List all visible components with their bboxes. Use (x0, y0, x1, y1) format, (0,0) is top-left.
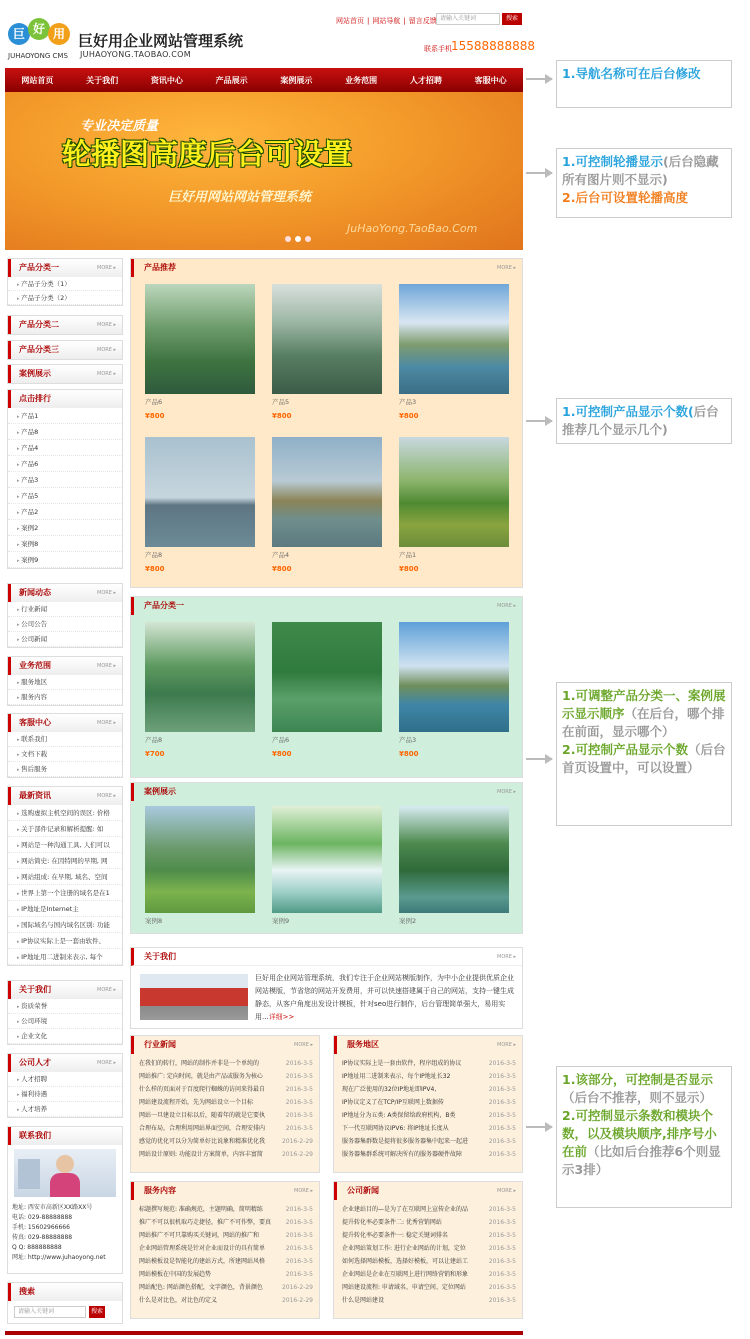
more-link[interactable]: MORE ▸ (497, 954, 516, 960)
news-row[interactable]: 网站模板设是智能化的建站方式，所建网站风格 2016-3-5 (139, 1258, 313, 1265)
nav-business[interactable]: 业务范围 (345, 75, 378, 85)
product-card[interactable]: 产品1 ¥800 (399, 437, 509, 573)
side-talent (7, 1053, 123, 1118)
case-card[interactable]: 案例9 (272, 806, 382, 925)
more-link[interactable]: MORE ▸ (497, 1188, 516, 1194)
hit-item[interactable]: ▸ 案例2 (8, 520, 122, 536)
news-industry (130, 1035, 320, 1173)
more-link[interactable]: MORE ▸ (97, 793, 116, 799)
news-row[interactable]: IP地址用二进制来表示，每个IP地址长32 2016-3-5 (342, 1073, 516, 1080)
news-row[interactable]: 如何选择网站模板，选择好模板，可以让建站工 2016-3-5 (342, 1258, 516, 1265)
phone-number: 15588888888 (451, 39, 535, 53)
news-row[interactable]: 什么是对比色，对比色的定义 2016-2-29 (139, 1297, 313, 1304)
news-row[interactable]: 企业网站策划工作: 进行企业网站的计划，定位 2016-3-5 (342, 1245, 516, 1252)
more-link[interactable]: MORE ▸ (97, 720, 116, 726)
latest-item[interactable]: ▸ 关于部件记录和解析提醒: 如 (8, 821, 122, 837)
side-service-title[interactable]: 客服中心 MORE ▸ (8, 714, 122, 732)
top-link-sitemap[interactable]: 网站导航 (372, 17, 401, 25)
side-cat1-item[interactable]: ▸ 产品子分类（2） (8, 291, 122, 305)
product-card[interactable]: 产品6 ¥800 (272, 622, 382, 758)
nav-jobs[interactable]: 人才招聘 (409, 75, 442, 85)
latest-item[interactable]: ▸ 世界上第一个注册的域名是在1 (8, 885, 122, 901)
side-service-item[interactable]: ▸ 文档下载 (8, 747, 122, 762)
annotation-arrow (526, 420, 552, 422)
product-price: ¥800 (272, 565, 292, 573)
side-service (7, 713, 123, 778)
case-image[interactable] (145, 806, 255, 913)
side-about-item[interactable]: ▸ 企业文化 (8, 1029, 122, 1044)
product-price: ¥800 (399, 412, 419, 420)
news-row[interactable]: 现在广泛使用的32位IP地址即IPV4, 2016-3-5 (342, 1086, 516, 1093)
more-link[interactable]: MORE ▸ (97, 987, 116, 993)
side-news-title[interactable]: 新闻动态 MORE ▸ (8, 584, 122, 602)
side-talent-title[interactable]: 公司人才 MORE ▸ (8, 1054, 122, 1072)
side-search-input[interactable]: 请输入关键词 (14, 1306, 86, 1318)
annotation-banner: 1.可控制轮播显示(后台隐藏所有图片则不显示) 2.后台可设置轮播高度 (556, 148, 732, 218)
side-latest (7, 786, 123, 966)
side-cat2-title[interactable]: 产品分类二 MORE ▸ (8, 316, 122, 334)
side-cat3-title[interactable]: 产品分类三 MORE ▸ (8, 341, 122, 359)
annotation-products: 1.可控制产品显示个数(后台推荐几个显示几个) (556, 398, 732, 444)
side-cat1-item[interactable]: ▸ 产品子分类（1） (8, 277, 122, 291)
news-row[interactable]: 网站设计原则: 功能设计方案简单，内容丰富简 2016-2-29 (139, 1151, 313, 1158)
product-image[interactable] (399, 284, 509, 394)
news-row[interactable]: 什么样的页面对于百度爬行蜘蛛的访问来得最自 2016-3-5 (139, 1086, 313, 1093)
side-about-item[interactable]: ▸ 资质荣誉 (8, 999, 122, 1014)
more-link[interactable]: MORE ▸ (97, 265, 116, 271)
top-search-button[interactable]: 搜索 (502, 13, 522, 25)
product-card[interactable]: 产品3 ¥800 (399, 284, 509, 420)
cat-one-title: 产品分类一 MORE ▸ (131, 597, 522, 615)
news-row[interactable]: 提升转化率必要条件二: 优秀营销网站 2016-3-5 (342, 1219, 516, 1226)
about-text: 巨好用企业网站管理系统，我们专注于企业网站模版制作，为中小企业提供优质企业网站模版，节省您的网站开发费用，并可以快速搭建属于自己的网站，支持一键生成静态，从客户角度出发设计模板，针对seo进行制作，后台管理简单强大，易用实用... (255, 974, 514, 1021)
news-row[interactable]: 企业建站目的—是为了在互联网上宣传企业的品 2016-3-5 (342, 1206, 516, 1213)
logo-char-2: 好 (28, 18, 50, 40)
case-image[interactable] (272, 806, 382, 913)
product-price: ¥700 (145, 750, 165, 758)
news-area-title: 服务地区 MORE ▸ (334, 1036, 522, 1054)
top-link-feedback[interactable]: 留言反馈 (408, 17, 437, 25)
news-row[interactable]: 网站推广: 定向时间，就是由产品或服务为核心 2016-3-5 (139, 1073, 313, 1080)
side-latest-title[interactable]: 最新资讯 MORE ▸ (8, 787, 122, 805)
side-contact-title: 联系我们 (8, 1127, 122, 1145)
news-row[interactable]: 网站模板在中国的发展趋势 2016-3-5 (139, 1271, 313, 1278)
product-image[interactable] (272, 437, 382, 547)
side-biz (7, 656, 123, 706)
case-card[interactable]: 案例2 (399, 806, 509, 925)
top-links (336, 16, 440, 26)
footer-bar (5, 1331, 523, 1335)
more-link[interactable]: MORE ▸ (97, 371, 116, 377)
banner-dots (285, 236, 311, 242)
product-price: ¥800 (399, 750, 419, 758)
annotation-news: 1.该部分，可控制是否显示（后台不推荐，则不显示） 2.可控制显示条数和模块个数，以及模块顺序,排序号小在前（比如后台推荐6个则显示3排） (556, 1066, 732, 1208)
latest-item[interactable]: ▸ 国际域名与国内域名区别: 功能 (8, 917, 122, 933)
product-price: ¥800 (145, 412, 165, 420)
hit-item[interactable]: ▸ 产品6 (8, 456, 122, 472)
more-link[interactable]: MORE ▸ (294, 1042, 313, 1048)
banner-line-4: JuHaoYong.TaoBao.Com (347, 222, 478, 235)
news-row[interactable]: 服务器集群系统可解决所有的服务器硬件故障 2016-3-5 (342, 1151, 516, 1158)
about-image[interactable] (140, 974, 248, 1020)
product-card[interactable]: 产品4 ¥800 (272, 437, 382, 573)
product-price: ¥800 (399, 565, 419, 573)
contact-photo (14, 1149, 116, 1197)
news-row[interactable]: 提升转化率必要条件一: 稳定关键词排名 2016-3-5 (342, 1232, 516, 1239)
banner-dot-active[interactable] (295, 236, 301, 242)
annotation-nav: 1.导航名称可在后台修改 (556, 60, 732, 108)
product-image[interactable] (145, 437, 255, 547)
side-hits-title: 点击排行 (8, 390, 122, 408)
side-cases-title[interactable]: 案例展示 MORE ▸ (8, 365, 122, 383)
annotation-arrow (526, 78, 552, 80)
news-row[interactable]: 网站一旦建设立目标以后，随着年的就是它要执 2016-3-5 (139, 1112, 313, 1119)
news-row[interactable]: 在我们的转行，网站的制作并非是一个单纯的 2016-3-5 (139, 1060, 313, 1067)
news-industry-title: 行业新闻 MORE ▸ (131, 1036, 319, 1054)
latest-item[interactable]: ▸ IP协议实际上是一套由软件、 (8, 933, 122, 949)
banner-dot[interactable] (285, 236, 291, 242)
news-row[interactable]: IP协议实际上是一套由软件，程序组成的协议 2016-3-5 (342, 1060, 516, 1067)
banner-line-1: 专业决定质量 (80, 119, 159, 134)
divider: | (403, 17, 406, 25)
side-cat1-title[interactable]: 产品分类一 MORE ▸ (8, 259, 122, 277)
top-search-input[interactable]: 请输入关键词 (436, 13, 500, 25)
product-image[interactable] (145, 622, 255, 732)
hit-item[interactable]: ▸ 案例9 (8, 552, 122, 568)
contact-mobile: 手机: 15602966666 (12, 1224, 70, 1231)
nav-news[interactable]: 资讯中心 (150, 75, 183, 85)
news-row[interactable]: 什么是网站建设 2016-3-5 (342, 1297, 516, 1304)
product-price: ¥800 (272, 412, 292, 420)
side-news-item[interactable]: ▸ 行业新闻 (8, 602, 122, 617)
side-talent-item[interactable]: ▸ 人才招聘 (8, 1072, 122, 1087)
contact-url: 网址: http://www.juhaoyong.net (12, 1254, 106, 1261)
logo-char-3: 用 (48, 23, 70, 45)
side-news-item[interactable]: ▸ 公司新闻 (8, 632, 122, 647)
news-row[interactable]: 服务器集群数是提将很多服务器集中起来一起进 2016-3-5 (342, 1138, 516, 1145)
product-price: ¥800 (145, 565, 165, 573)
news-row[interactable]: 推广不可以很机取巧走捷径，推广不可作弊，要真 2016-3-5 (139, 1219, 313, 1226)
side-about-title[interactable]: 关于我们 MORE ▸ (8, 981, 122, 999)
news-row[interactable]: IP地址分为五类: A类保留给政府机构，B类 2016-3-5 (342, 1112, 516, 1119)
annotation-arrow (526, 1126, 552, 1128)
contact-phone: 电话: 029-88888888 (12, 1214, 73, 1221)
annotation-category: 1.可调整产品分类一、案例展示显示顺序（在后台，哪个排在前面，显示哪个） 2.可控制产品显示个数（后台首页设置中，可以设置） (556, 682, 732, 826)
product-image[interactable] (399, 437, 509, 547)
more-link[interactable]: MORE ▸ (97, 663, 116, 669)
about-more-link[interactable]: 详细>> (268, 1013, 295, 1021)
case-image[interactable] (399, 806, 509, 913)
side-cat1 (7, 258, 123, 306)
more-link[interactable]: MORE ▸ (497, 1042, 516, 1048)
recommend-title: 产品推荐 MORE ▸ (131, 259, 522, 277)
news-area (333, 1035, 523, 1173)
news-row[interactable]: 网站配色: 网站颜色搭配，文字颜色，背景颜色 2016-2-29 (139, 1284, 313, 1291)
side-search-button[interactable]: 搜索 (89, 1306, 105, 1318)
news-row[interactable]: 下一代互联网协议IPV6: 将IP地址长度从 2016-3-5 (342, 1125, 516, 1132)
news-row[interactable]: 网站推广不可只靠购买关键词，网站的推广和 2016-3-5 (139, 1232, 313, 1239)
news-company (333, 1181, 523, 1319)
more-link[interactable]: MORE ▸ (97, 322, 116, 328)
contact-qq: Q Q: 888888888 (12, 1244, 62, 1251)
side-cases (7, 364, 123, 384)
more-link[interactable]: MORE ▸ (294, 1188, 313, 1194)
hit-item[interactable]: ▸ 案例8 (8, 536, 122, 552)
about-title: 关于我们 MORE ▸ (131, 948, 522, 966)
side-search (7, 1282, 123, 1324)
site-title: 巨好用企业网站管理系统 (78, 32, 244, 50)
nav-about[interactable]: 关于我们 (86, 75, 119, 85)
side-cat2 (7, 315, 123, 335)
about-panel (130, 947, 523, 1029)
product-image[interactable] (272, 622, 382, 732)
latest-item[interactable]: ▸ 网站组成: 在早期, 域名、空间 (8, 869, 122, 885)
logo-text: JUHAOYONG CMS (8, 52, 68, 60)
top-link-home[interactable]: 网站首页 (336, 17, 364, 25)
side-contact (7, 1126, 123, 1274)
more-link[interactable]: MORE ▸ (97, 1060, 116, 1066)
hit-item[interactable]: ▸ 产品3 (8, 472, 122, 488)
side-biz-title[interactable]: 业务范围 MORE ▸ (8, 657, 122, 675)
news-row[interactable]: 企业网站是企业在互联网上进行网络营销和形象 2016-3-5 (342, 1271, 516, 1278)
hit-item[interactable]: ▸ 产品2 (8, 504, 122, 520)
hit-item[interactable]: ▸ 产品8 (8, 424, 122, 440)
more-link[interactable]: MORE ▸ (497, 265, 516, 271)
logo-char-1: 巨 (8, 23, 30, 45)
product-card[interactable]: 产品6 ¥800 (145, 284, 255, 420)
case-card[interactable]: 案例8 (145, 806, 255, 925)
product-card[interactable]: 产品3 ¥800 (399, 622, 509, 758)
more-link[interactable]: MORE ▸ (97, 590, 116, 596)
news-row[interactable]: 合理布局，合理利用网站界面空间，合理安排内 2016-3-5 (139, 1125, 313, 1132)
news-content (130, 1181, 320, 1319)
product-image[interactable] (272, 284, 382, 394)
latest-item[interactable]: ▸ IP地址用二进制来表示, 每个 (8, 949, 122, 965)
side-biz-item[interactable]: ▸ 服务地区 (8, 675, 122, 690)
side-about (7, 980, 123, 1045)
side-news (7, 583, 123, 648)
side-about-item[interactable]: ▸ 公司环境 (8, 1014, 122, 1029)
case-title: 案例展示 MORE ▸ (131, 783, 522, 801)
side-service-item[interactable]: ▸ 售后服务 (8, 762, 122, 777)
side-talent-item[interactable]: ▸ 人才培养 (8, 1102, 122, 1117)
divider: | (367, 17, 370, 25)
product-image[interactable] (399, 622, 509, 732)
product-card[interactable]: 产品5 ¥800 (272, 284, 382, 420)
side-talent-item[interactable]: ▸ 福利待遇 (8, 1087, 122, 1102)
banner-dot[interactable] (305, 236, 311, 242)
news-row[interactable]: IP协议定义了在TCP/IP互联网上数据传 2016-3-5 (342, 1099, 516, 1106)
main-nav (5, 68, 523, 92)
banner-line-3: 巨好用网站网站管理系统 (168, 190, 312, 205)
product-price: ¥800 (272, 750, 292, 758)
nav-products[interactable]: 产品展示 (215, 75, 248, 85)
banner-line-2: 轮播图高度后台可设置 (62, 137, 353, 171)
annotation-arrow (526, 172, 552, 174)
more-link[interactable]: MORE ▸ (97, 347, 116, 353)
hit-item[interactable]: ▸ 产品1 (8, 408, 122, 424)
hit-item[interactable]: ▸ 产品5 (8, 488, 122, 504)
product-image[interactable] (145, 284, 255, 394)
side-search-title: 搜索 (8, 1283, 122, 1301)
side-hits (7, 389, 123, 569)
site-subtitle: JUHAOYONG.TAOBAO.COM (80, 50, 191, 59)
latest-item[interactable]: ▸ 选购虚拟主机空间的误区: 价格 (8, 805, 122, 821)
latest-item[interactable]: ▸ 网站是一种沟通工具, 人们可以 (8, 837, 122, 853)
contact-address: 地址: 西安市高新区XX路XX号 (12, 1204, 93, 1211)
latest-item[interactable]: ▸ IP地址是Internet主 (8, 901, 122, 917)
side-cat3 (7, 340, 123, 360)
news-content-title: 服务内容 MORE ▸ (131, 1182, 319, 1200)
more-link[interactable]: MORE ▸ (497, 789, 516, 795)
news-company-title: 公司新闻 MORE ▸ (334, 1182, 522, 1200)
news-row[interactable]: 感觉的优化可以分为简单好比说象和精准优化我 2016-2-29 (139, 1138, 313, 1145)
hit-item[interactable]: ▸ 产品4 (8, 440, 122, 456)
nav-service[interactable]: 客服中心 (474, 75, 507, 85)
nav-home[interactable]: 网站首页 (21, 75, 54, 85)
product-card[interactable]: 产品8 ¥800 (145, 437, 255, 573)
annotation-arrow (526, 758, 552, 760)
latest-item[interactable]: ▸ 网站简史: 在因特网的早期, 网 (8, 853, 122, 869)
contact-fax: 传真: 029-88888888 (12, 1234, 73, 1241)
news-row[interactable]: 标题撰写规范: 准确规范，主题明确，简明精练 2016-3-5 (139, 1206, 313, 1213)
news-row[interactable]: 网站建设流程: 申请域名、申请空间、定位网站 2016-3-5 (342, 1284, 516, 1291)
product-card[interactable]: 产品8 ¥700 (145, 622, 255, 758)
news-row[interactable]: 企业网站管理系统是针对企业而设计的具有简单 2016-3-5 (139, 1245, 313, 1252)
more-link[interactable]: MORE ▸ (497, 603, 516, 609)
side-biz-item[interactable]: ▸ 服务内容 (8, 690, 122, 705)
side-service-item[interactable]: ▸ 联系我们 (8, 732, 122, 747)
side-news-item[interactable]: ▸ 公司公告 (8, 617, 122, 632)
phone-label: 联系手机 (424, 45, 452, 53)
news-row[interactable]: 网站建设流程开始，先为网站设立一个目标 2016-3-5 (139, 1099, 313, 1106)
nav-cases[interactable]: 案例展示 (280, 75, 313, 85)
